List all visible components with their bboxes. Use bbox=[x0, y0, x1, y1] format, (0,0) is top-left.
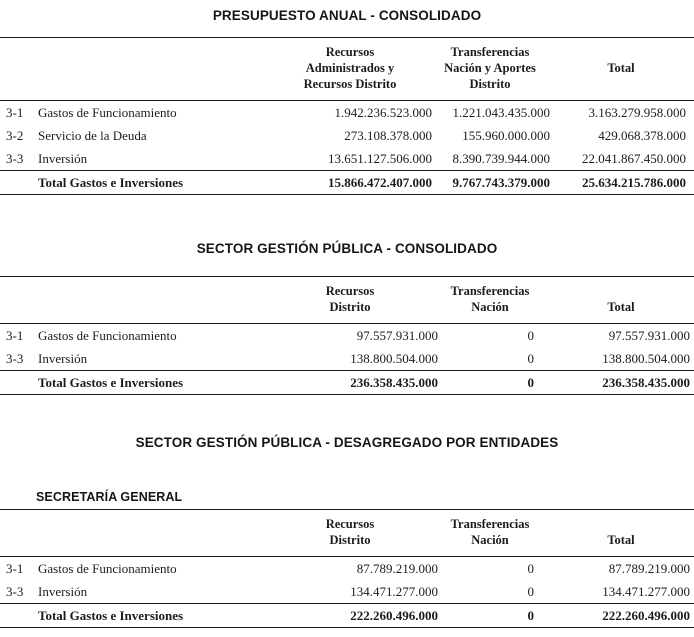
row-code: 3-3 bbox=[6, 351, 24, 366]
column-header-recursos-distrito bbox=[288, 277, 438, 324]
total-code-spacer bbox=[0, 604, 38, 628]
table-header-row bbox=[0, 510, 694, 557]
row-value-total: 429.068.378.000 bbox=[598, 128, 686, 143]
column-header-line: Total bbox=[607, 61, 635, 75]
row-code: 3-2 bbox=[6, 128, 24, 143]
row-value-recursos: 273.108.378.000 bbox=[344, 128, 432, 143]
header-code-spacer bbox=[0, 510, 38, 557]
header-code-spacer bbox=[0, 277, 38, 324]
table-row bbox=[0, 101, 694, 125]
table-row bbox=[0, 580, 694, 604]
column-header-recursos-distrito bbox=[288, 510, 438, 557]
column-header-line: Nación y Aportes bbox=[444, 61, 536, 75]
row-label: Inversión bbox=[38, 151, 88, 166]
column-header-line: Transferencias bbox=[450, 284, 530, 298]
table-header-row bbox=[0, 38, 694, 101]
row-code: 3-1 bbox=[6, 561, 24, 576]
row-value-recursos: 87.789.219.000 bbox=[356, 561, 438, 576]
column-header-total bbox=[556, 277, 694, 324]
table-row bbox=[0, 147, 694, 171]
column-header-line: Total bbox=[607, 300, 635, 314]
table-row bbox=[0, 347, 694, 371]
header-label-spacer bbox=[38, 38, 288, 101]
row-value-total: 22.041.867.450.000 bbox=[582, 151, 686, 166]
budget-table-presupuesto-anual bbox=[0, 37, 694, 195]
row-code: 3-1 bbox=[6, 105, 24, 120]
section-title-sector-gestion-publica-desagregado: SECTOR GESTIÓN PÚBLICA - DESAGREGADO POR ENTIDADES bbox=[135, 435, 559, 450]
column-header-transferencias-nacion bbox=[438, 38, 556, 101]
budget-table-secretaria-general bbox=[0, 509, 694, 628]
column-header-transferencias-nacion bbox=[438, 510, 556, 557]
column-header-line: Transferencias bbox=[450, 45, 530, 59]
row-label: Inversión bbox=[38, 351, 88, 366]
section-title-sector-gestion-publica-consolidado: SECTOR GESTIÓN PÚBLICA - CONSOLIDADO bbox=[196, 241, 498, 256]
row-code: 3-3 bbox=[6, 151, 24, 166]
header-label-spacer bbox=[38, 277, 288, 324]
row-value-transferencias: 8.390.739.944.000 bbox=[452, 151, 550, 166]
row-value-transferencias: 0 bbox=[527, 328, 534, 343]
row-value-transferencias: 1.221.043.435.000 bbox=[452, 105, 550, 120]
total-code-spacer bbox=[0, 371, 38, 395]
row-value-transferencias: 0 bbox=[527, 561, 534, 576]
entity-title-secretaria-general: SECRETARÍA GENERAL bbox=[36, 490, 183, 504]
total-value-total: 25.634.215.786.000 bbox=[556, 171, 694, 195]
column-header-line: Transferencias bbox=[450, 517, 530, 531]
table-total-row bbox=[0, 371, 694, 395]
column-header-line: Recursos bbox=[325, 45, 375, 59]
row-value-recursos: 97.557.931.000 bbox=[356, 328, 438, 343]
column-header-line: Recursos bbox=[325, 284, 375, 298]
budget-table-sector-gestion-publica bbox=[0, 276, 694, 395]
row-value-recursos: 134.471.277.000 bbox=[350, 584, 438, 599]
column-header-line: Total bbox=[607, 533, 635, 547]
row-value-recursos: 1.942.236.523.000 bbox=[334, 105, 432, 120]
column-header-line: Distrito bbox=[469, 77, 511, 91]
column-header-line: Distrito bbox=[329, 300, 371, 314]
row-value-transferencias: 0 bbox=[527, 584, 534, 599]
row-value-recursos: 138.800.504.000 bbox=[350, 351, 438, 366]
column-header-total bbox=[556, 38, 694, 101]
total-value-recursos: 236.358.435.000 bbox=[288, 371, 438, 395]
column-header-line: Nación bbox=[471, 533, 509, 547]
row-value-total: 3.163.279.958.000 bbox=[588, 105, 686, 120]
row-label: Inversión bbox=[38, 584, 88, 599]
header-code-spacer bbox=[0, 38, 38, 101]
row-label: Gastos de Funcionamiento bbox=[38, 328, 177, 343]
column-header-total bbox=[556, 510, 694, 557]
column-header-transferencias-nacion bbox=[438, 277, 556, 324]
total-label: Total Gastos e Inversiones bbox=[38, 171, 288, 195]
column-header-line: Recursos bbox=[325, 517, 375, 531]
total-value-recursos: 15.866.472.407.000 bbox=[288, 171, 438, 195]
table-row bbox=[0, 557, 694, 581]
row-label: Servicio de la Deuda bbox=[38, 128, 147, 143]
total-value-total: 236.358.435.000 bbox=[556, 371, 694, 395]
total-value-recursos: 222.260.496.000 bbox=[288, 604, 438, 628]
row-label: Gastos de Funcionamiento bbox=[38, 105, 177, 120]
row-code: 3-1 bbox=[6, 328, 24, 343]
table-header-row bbox=[0, 277, 694, 324]
total-value-transferencias: 9.767.743.379.000 bbox=[438, 171, 556, 195]
total-value-total: 222.260.496.000 bbox=[556, 604, 694, 628]
column-header-line: Recursos Distrito bbox=[303, 77, 397, 91]
header-label-spacer bbox=[38, 510, 288, 557]
table-total-row bbox=[0, 171, 694, 195]
table-row bbox=[0, 324, 694, 348]
total-value-transferencias: 0 bbox=[438, 371, 556, 395]
table-row bbox=[0, 124, 694, 147]
row-value-transferencias: 155.960.000.000 bbox=[462, 128, 550, 143]
row-value-total: 138.800.504.000 bbox=[602, 351, 690, 366]
total-label: Total Gastos e Inversiones bbox=[38, 604, 288, 628]
column-header-line: Nación bbox=[471, 300, 509, 314]
total-code-spacer bbox=[0, 171, 38, 195]
row-label: Gastos de Funcionamiento bbox=[38, 561, 177, 576]
row-value-total: 134.471.277.000 bbox=[602, 584, 690, 599]
row-value-total: 87.789.219.000 bbox=[608, 561, 690, 576]
column-header-line: Distrito bbox=[329, 533, 371, 547]
column-header-recursos-administrados bbox=[288, 38, 438, 101]
total-label: Total Gastos e Inversiones bbox=[38, 371, 288, 395]
row-value-recursos: 13.651.127.506.000 bbox=[328, 151, 432, 166]
table-total-row bbox=[0, 604, 694, 628]
section-title-presupuesto-anual: PRESUPUESTO ANUAL - CONSOLIDADO bbox=[212, 8, 482, 23]
row-value-total: 97.557.931.000 bbox=[608, 328, 690, 343]
row-value-transferencias: 0 bbox=[527, 351, 534, 366]
row-code: 3-3 bbox=[6, 584, 24, 599]
total-value-transferencias: 0 bbox=[438, 604, 556, 628]
column-header-line: Administrados y bbox=[305, 61, 395, 75]
